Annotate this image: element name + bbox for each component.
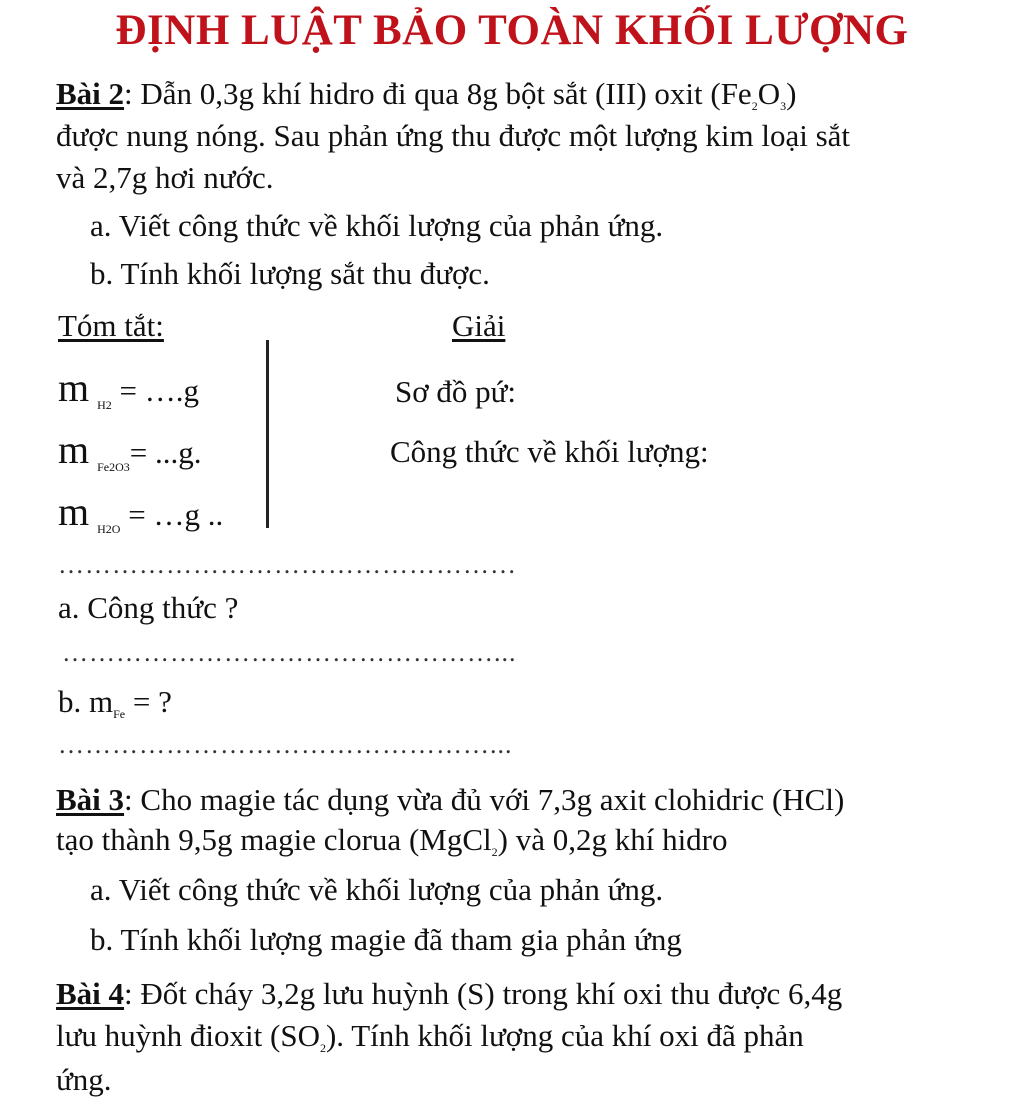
bai2-question-a: a. Viết công thức về khối lượng của phản ứng. bbox=[90, 208, 664, 243]
bai3-question-a: a. Viết công thức về khối lượng của phản ứng. bbox=[90, 872, 664, 907]
bai4-line3: ứng. bbox=[56, 1062, 112, 1097]
tomtat-heading: Tóm tắt: bbox=[58, 308, 164, 343]
giai-congthuc: Công thức về khối lượng: bbox=[390, 434, 709, 469]
bai4-line1: Bài 4: Đốt cháy 3,2g lưu huỳnh (S) trong khí oxi thu được 6,4g bbox=[56, 976, 843, 1011]
question-b-mass-fe: b. $m_{Fe}$ = ? bbox=[58, 684, 172, 721]
bai3-label: Bài 3 bbox=[56, 782, 125, 817]
dotted-line-2: …………………………………………... bbox=[62, 638, 517, 667]
bai4-line2: lưu huỳnh đioxit $(SO_2)$. Tính khối lượng của khí oxi đã phản bbox=[56, 1018, 804, 1055]
dotted-line-3: …………………………………………... bbox=[58, 730, 513, 759]
given-m-h2o: m $_{H2O}$ = …g .. bbox=[58, 489, 224, 536]
dotted-line-1: …………………………………………… bbox=[58, 550, 517, 579]
bai2-line2: được nung nóng. Sau phản ứng thu được một lượng kim loại sắt bbox=[56, 118, 851, 153]
bai2-label: Bài 2 bbox=[56, 76, 125, 111]
bai2-line3: và 2,7g hơi nước. bbox=[56, 160, 274, 195]
bai2-question-b: b. Tính khối lượng sắt thu được. bbox=[90, 256, 490, 291]
page-title: ĐỊNH LUẬT BẢO TOÀN KHỐI LƯỢNG bbox=[115, 7, 909, 54]
giai-sodo: Sơ đồ pứ: bbox=[395, 374, 517, 409]
divider-line bbox=[266, 340, 269, 528]
given-m-h2: m $_{H2}$ = ….g bbox=[58, 365, 200, 412]
question-a-formula: a. Công thức ? bbox=[58, 590, 239, 625]
bai3-line2: tạo thành 9,5g magie clorua (MgCl$_2$) và 0,2g khí hidro bbox=[56, 822, 728, 859]
bai4-label: Bài 4 bbox=[56, 976, 125, 1011]
bai3-line1: Bài 3: Cho magie tác dụng vừa đủ với 7,3g axit clohidric (HCl) bbox=[56, 782, 845, 817]
bai2-line1: Bài 2: Dẫn 0,3g khí hidro đi qua 8g bột sắt (III) oxit $(Fe_2O_3)$ bbox=[56, 76, 797, 113]
given-m-fe2o3: m $_{Fe2O3}$= ...g. bbox=[58, 427, 202, 474]
giai-heading: Giải bbox=[452, 308, 506, 343]
bai3-question-b: b. Tính khối lượng magie đã tham gia phản ứng bbox=[90, 922, 682, 957]
